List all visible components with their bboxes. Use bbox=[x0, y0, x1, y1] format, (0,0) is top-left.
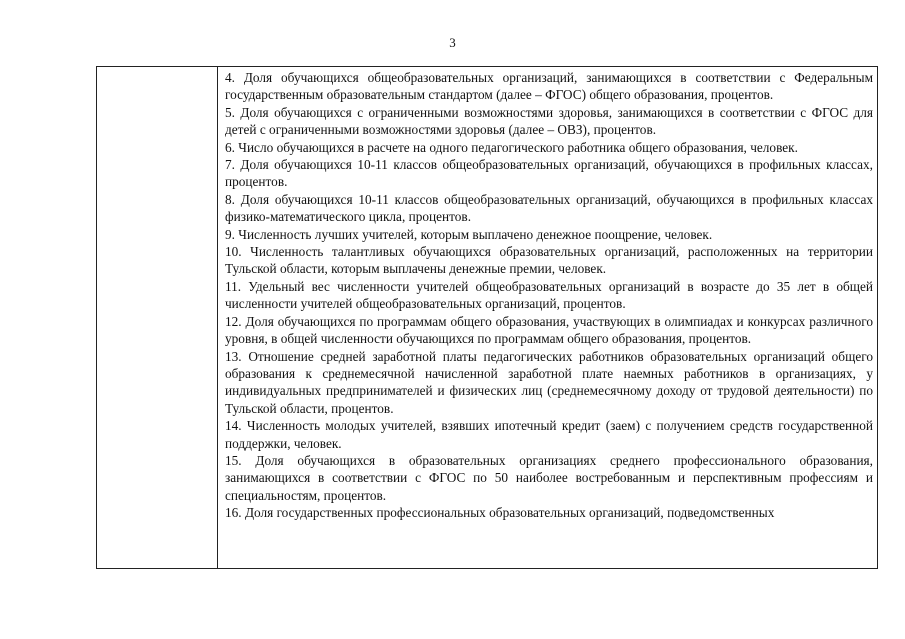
indicator-item-11: 11. Удельный вес численности учителей общеобразовательных организаций в возрасте до 35 лет в общей численности учителей общеобразовательных организаций, процентов. bbox=[225, 278, 873, 312]
table-right-cell bbox=[225, 69, 873, 522]
indicator-item-7: 7. Доля обучающихся 10-11 классов общеобразовательных организаций, обучающихся в профильных классах, процентов. bbox=[225, 157, 873, 190]
indicator-item-15: 15. Доля обучающихся в образовательных организациях среднего профессионального образования, занимающихся в соответствии с ФГОС по 50 наиболее востребованным и перспективным профессиям и специальностям, процентов. bbox=[225, 452, 873, 503]
indicator-item-6: 6. Число обучающихся в расчете на одного педагогического работника общего образования, человек. bbox=[225, 139, 798, 155]
document-table bbox=[96, 66, 878, 569]
indicator-item-4: 4. Доля обучающихся общеобразовательных организаций, занимающихся в соответствии с Федеральным государственным образовательным стандартом (далее – ФГОС) общего образования, процентов. bbox=[225, 70, 873, 103]
indicator-item-16: 16. Доля государственных профессиональных образовательных организаций, подведомственных bbox=[225, 505, 775, 521]
page-number: 3 bbox=[449, 35, 456, 50]
indicator-item-10: 10. Численность талантливых обучающихся образовательных организаций, расположенных на территории Тульской области, которым выплачены денежные премии, человек. bbox=[225, 244, 873, 277]
indicator-item-12: 12. Доля обучающихся по программам общего образования, участвующих в олимпиадах и конкурсах различного уровня, в общей численности обучающихся по программам общего образования, процентов. bbox=[225, 313, 873, 347]
table-left-cell bbox=[97, 67, 218, 568]
indicator-item-13: 13. Отношение средней заработной платы педагогических работников образовательных организаций общего образования к среднемесячной начисленной заработной плате наемных работников в организациях, у индивидуальных предпринимателей и физических лиц (среднемесячному доходу от трудовой деятельности) по Тульской области, процентов. bbox=[225, 348, 873, 416]
indicator-item-5: 5. Доля обучающихся с ограниченными возможностями здоровья, занимающихся в соответствии с ФГОС для детей с ограниченными возможностями здоровья (далее – ОВЗ), процентов. bbox=[225, 104, 873, 138]
indicator-item-14: 14. Численность молодых учителей, взявших ипотечный кредит (заем) с получением средств государственной поддержки, человек. bbox=[225, 418, 873, 451]
indicator-item-9: 9. Численность лучших учителей, которым выплачено денежное поощрение, человек. bbox=[225, 226, 713, 242]
indicator-item-8: 8. Доля обучающихся 10-11 классов общеобразовательных организаций, обучающихся в профильных классах физико-математического цикла, процентов. bbox=[225, 191, 873, 225]
